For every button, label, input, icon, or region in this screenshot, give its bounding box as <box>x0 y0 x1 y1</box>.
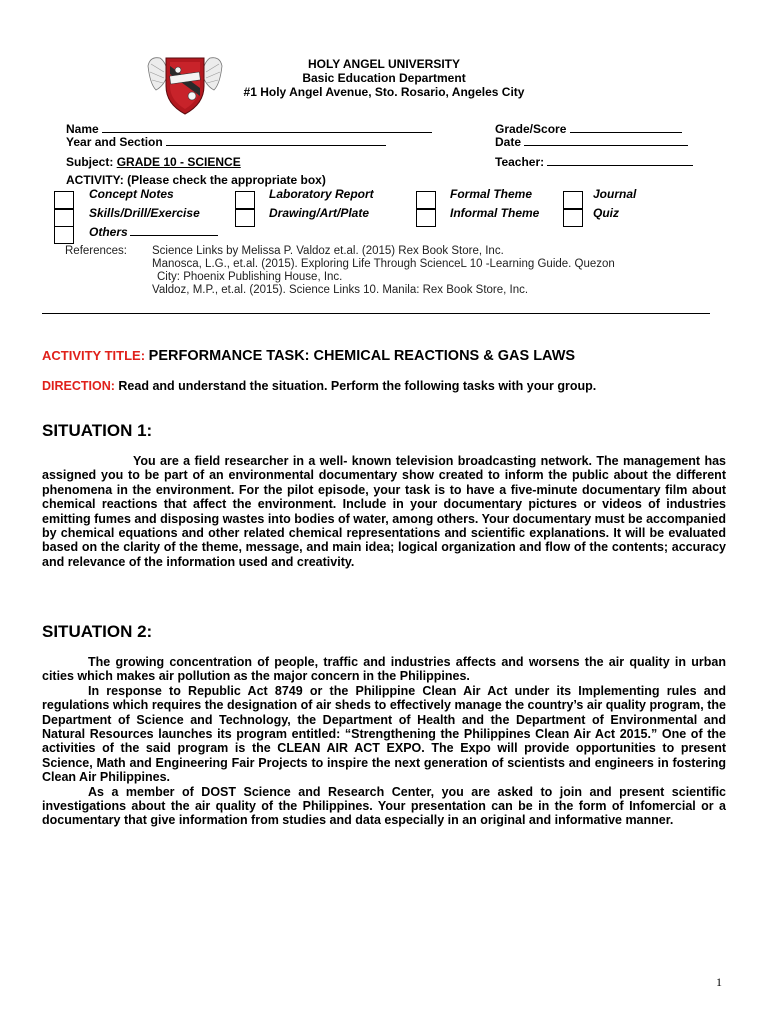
name-line[interactable] <box>102 122 432 133</box>
laboratory-report-label: Laboratory Report <box>269 187 374 201</box>
department-name: Basic Education Department <box>302 71 466 85</box>
journal-label: Journal <box>593 187 637 201</box>
grade-label: Grade/Score <box>495 122 567 136</box>
situation-2-heading: SITUATION 2: <box>42 622 153 641</box>
drawing-checkbox[interactable] <box>235 209 255 227</box>
skills-drill-label: Skills/Drill/Exercise <box>89 206 200 220</box>
situation-2-body <box>42 655 726 828</box>
concept-notes-checkbox[interactable] <box>54 191 74 209</box>
activity-title-text: PERFORMANCE TASK: CHEMICAL REACTIONS & GAS LAWS <box>148 348 576 364</box>
subject-value: GRADE 10 - SCIENCE <box>116 155 241 169</box>
teacher-line[interactable] <box>547 155 693 166</box>
university-address: #1 Holy Angel Avenue, Sto. Rosario, Angeles City <box>243 85 525 99</box>
activity-label: ACTIVITY: (Please check the appropriate box) <box>66 173 326 187</box>
name-label: Name <box>66 122 99 136</box>
year-section-label: Year and Section <box>66 135 163 149</box>
year-section-line[interactable] <box>166 135 386 146</box>
activity-title-label: ACTIVITY TITLE: <box>42 348 146 363</box>
quiz-label: Quiz <box>593 206 619 220</box>
university-name: HOLY ANGEL UNIVERSITY <box>307 57 461 71</box>
situation-1-paragraph: You are a field researcher in a well- known television broadcasting network. The management has assigned you to be part of an environmental documentary show created to inform the public about the different phenomena in the environment. For the pilot episode, your task is to have a five-minute documentary film about chemical reactions that affect the environment. Include in your documentary pictures or videos of industries emitting fumes and disposing wastes into bodies of water, among others. Your documentary must be accompanied by chemical equations and other related chemical representations and scientific explanations. It will be evaluated based on the clarity of the theme, message, and main idea; logical organization and flow of the contents; accuracy and relevance of the information used and creativity. <box>42 454 726 569</box>
situation-1-heading: SITUATION 1: <box>42 421 153 440</box>
reference-item: City: Phoenix Publishing House, Inc. <box>157 271 343 283</box>
reference-item: Science Links by Melissa P. Valdoz et.al. (2015) Rex Book Store, Inc. <box>152 245 504 257</box>
date-line[interactable] <box>524 135 688 146</box>
concept-notes-label: Concept Notes <box>89 187 174 201</box>
references-label: References: <box>65 245 128 257</box>
situation-2-paragraph: As a member of DOST Science and Research Center, you are asked to join and present scientific investigations about the air quality of the Philippines. Your presentation can be in the form of Infomercial or a documentary that give information from studies and data especially in an original and informative manner. <box>42 784 726 828</box>
formal-theme-checkbox[interactable] <box>416 191 436 209</box>
informal-theme-checkbox[interactable] <box>416 209 436 227</box>
teacher-field <box>495 155 693 169</box>
reference-item: Manosca, L.G., et.al. (2015). Exploring Life Through ScienceL 10 -Learning Guide. Quezon <box>152 258 615 270</box>
subject-label: Subject: <box>66 155 114 169</box>
others-field <box>89 225 218 239</box>
drawing-label: Drawing/Art/Plate <box>269 206 370 220</box>
journal-checkbox[interactable] <box>563 191 583 209</box>
date-label: Date <box>495 135 522 149</box>
formal-theme-label: Formal Theme <box>450 187 533 201</box>
grade-line[interactable] <box>570 122 682 133</box>
date-field <box>495 135 688 149</box>
teacher-label: Teacher: <box>495 155 545 169</box>
situation-2-paragraph: The growing concentration of people, traffic and industries affects and worsens the air quality in urban cities which makes air pollution as the major concern in the Philippines. <box>42 655 726 684</box>
direction <box>42 379 596 393</box>
situation-1-body <box>42 454 726 569</box>
others-checkbox[interactable] <box>54 226 74 244</box>
laboratory-report-checkbox[interactable] <box>235 191 255 209</box>
subject-field <box>66 155 241 169</box>
skills-drill-checkbox[interactable] <box>54 209 74 227</box>
activity-title <box>42 348 575 364</box>
informal-theme-label: Informal Theme <box>450 206 540 220</box>
others-label: Others <box>89 225 128 239</box>
header-divider <box>42 313 710 314</box>
quiz-checkbox[interactable] <box>563 209 583 227</box>
direction-text: Read and understand the situation. Perform the following tasks with your group. <box>118 379 597 393</box>
reference-item: Valdoz, M.P., et.al. (2015). Science Links 10. Manila: Rex Book Store, Inc. <box>152 284 529 296</box>
page-number: 1 <box>716 975 722 989</box>
direction-label: DIRECTION: <box>42 379 115 393</box>
name-field <box>66 122 432 136</box>
year-section-field <box>66 135 386 149</box>
grade-field <box>495 122 682 136</box>
others-line[interactable] <box>130 225 218 236</box>
situation-2-paragraph: In response to Republic Act 8749 or the Philippine Clean Air Act under its Implementing rules and regulations which requires the designation of air sheds to effectively manage the country’s air quality program, the Department of Science and Technology, the Department of Health and the Department of Environmental and Natural Resources launches its program entitled: “Strengthening the Philippines Clean Air Act 2015.” One of the activities of the said program is the CLEAN AIR ACT EXPO. The Expo will provide opportunities to present Science, Math and Engineering Fair Projects to inspire the next generation of scientists and engineers in fostering Clean Air Philippines. <box>42 683 726 785</box>
